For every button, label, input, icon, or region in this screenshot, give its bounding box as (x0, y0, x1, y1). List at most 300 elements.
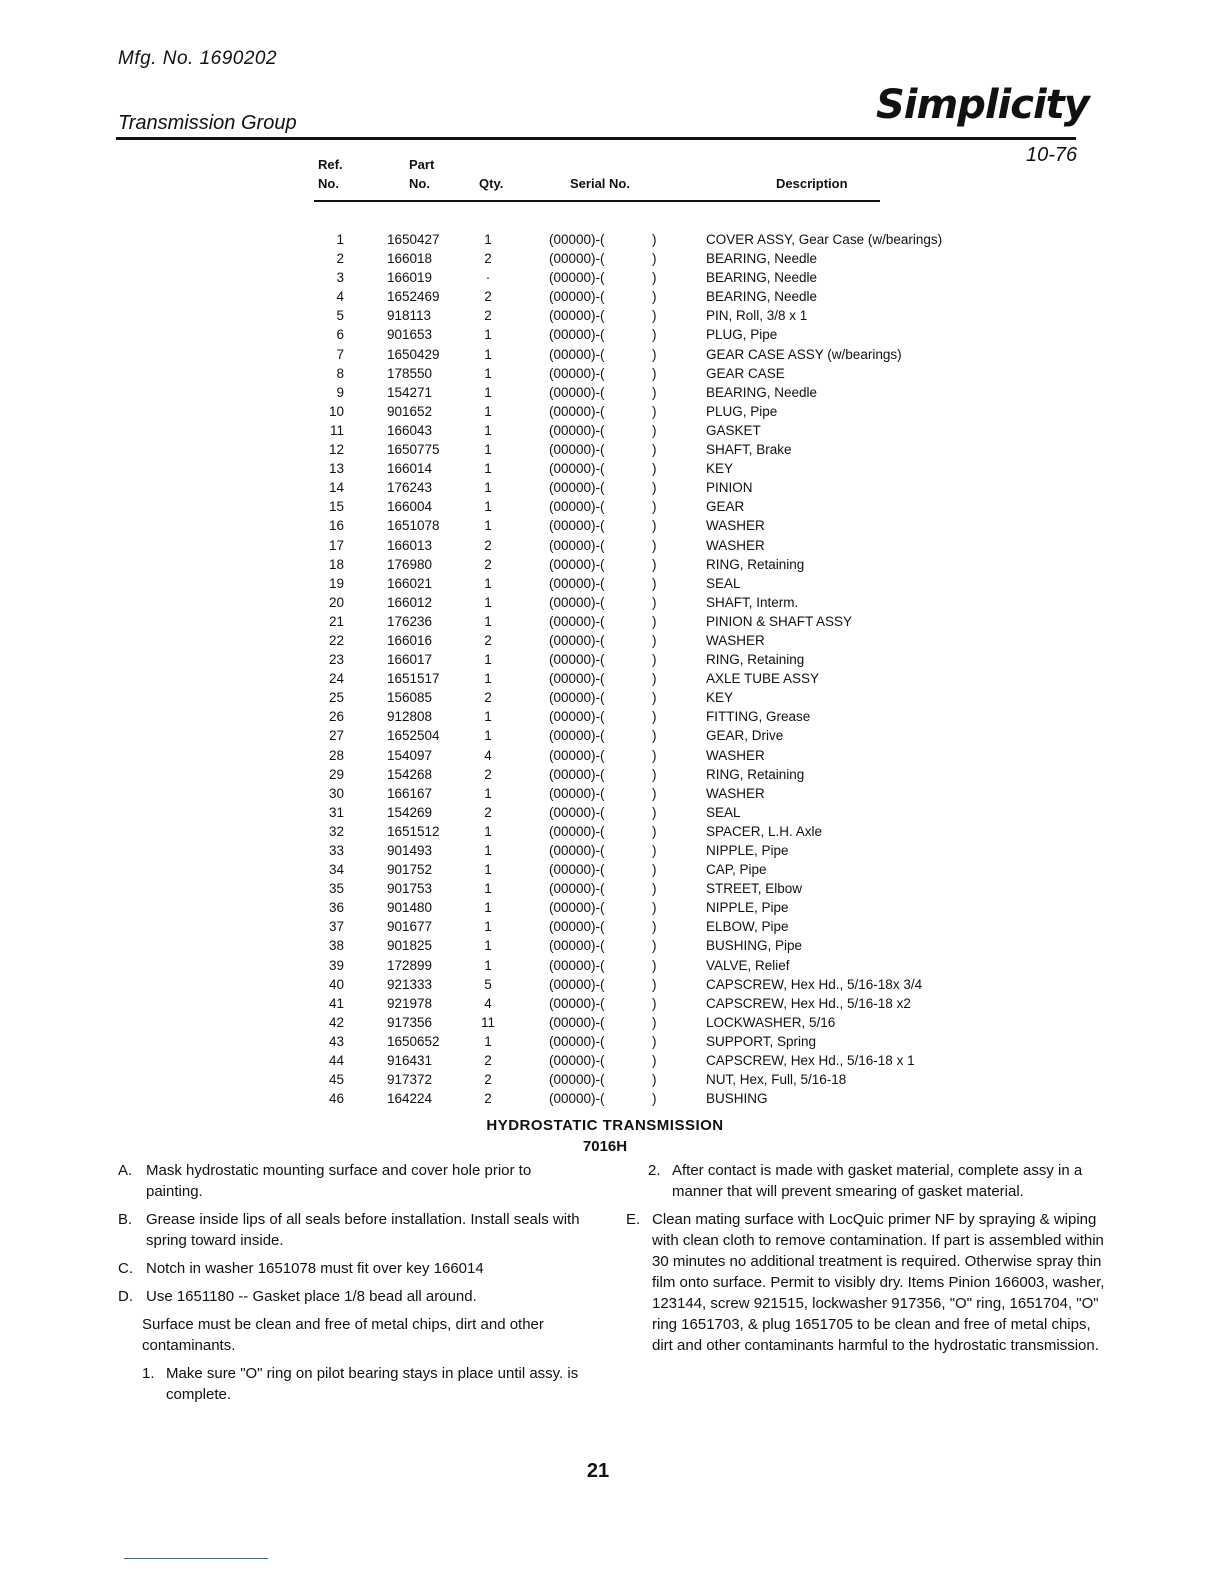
table-row (0, 631, 1224, 650)
cell-serial-no: (00000)-( (549, 728, 605, 744)
cell-description: RING, Retaining (706, 556, 805, 572)
note (118, 1314, 588, 1356)
table-row (0, 593, 1224, 612)
cell-serial-bracket: ) (652, 976, 657, 992)
cell-description: NIPPLE, Pipe (706, 900, 789, 916)
cell-serial-bracket: ) (652, 442, 657, 458)
cell-serial-bracket: ) (652, 938, 657, 954)
note (626, 1209, 1114, 1356)
cell-part-no: 1650427 (387, 232, 440, 247)
cell-serial-no: (00000)-( (549, 499, 605, 515)
cell-description: WASHER (706, 747, 765, 763)
cell-serial-no: (00000)-( (549, 671, 605, 687)
note-text: Use 1651180 -- Gasket place 1/8 bead all around. (146, 1288, 477, 1305)
cell-qty: 1 (484, 957, 492, 973)
cell-qty: 1 (484, 327, 492, 343)
cell-qty: 1 (484, 403, 492, 419)
cell-part-no: 166004 (387, 499, 433, 515)
cell-qty: 1 (484, 499, 492, 515)
cell-description: CAPSCREW, Hex Hd., 5/16-18 x 1 (706, 1053, 915, 1069)
cell-description: WASHER (706, 632, 765, 648)
cell-part-no: 166021 (387, 575, 433, 591)
cell-ref-no: 14 (328, 480, 344, 496)
table-row (0, 650, 1224, 669)
cell-ref-no: 28 (328, 747, 344, 763)
cell-ref-no: 46 (328, 1091, 344, 1107)
cell-qty: 1 (484, 480, 492, 496)
cell-ref-no: 11 (329, 422, 344, 438)
cell-serial-bracket: ) (652, 823, 657, 839)
cell-description: PLUG, Pipe (706, 327, 778, 343)
cell-description: BEARING, Needle (706, 384, 818, 400)
cell-serial-no: (00000)-( (549, 480, 605, 496)
note (118, 1286, 588, 1307)
note-label: 2. (648, 1162, 661, 1179)
cell-description: PLUG, Pipe (706, 403, 778, 419)
cell-serial-bracket: ) (652, 804, 657, 820)
footer-rule (124, 1558, 268, 1559)
cell-part-no: 166016 (387, 632, 433, 648)
cell-part-no: 172899 (387, 957, 433, 973)
cell-serial-no: (00000)-( (549, 365, 605, 381)
cell-serial-no: (00000)-( (549, 537, 605, 553)
cell-serial-bracket: ) (652, 480, 657, 496)
cell-serial-no: (00000)-( (549, 995, 605, 1011)
table-row (0, 536, 1224, 555)
table-row (0, 1051, 1224, 1070)
note (118, 1363, 588, 1405)
cell-description: BUSHING (706, 1091, 768, 1107)
col-header-ref: Ref. (318, 157, 343, 172)
cell-serial-no: (00000)-( (549, 422, 605, 438)
cell-description: WASHER (706, 518, 765, 534)
table-row (0, 306, 1224, 325)
note-label: A. (118, 1162, 133, 1179)
cell-qty: 2 (484, 804, 492, 820)
cell-ref-no: 45 (328, 1072, 344, 1088)
cell-serial-bracket: ) (652, 289, 657, 305)
cell-serial-no: (00000)-( (549, 862, 605, 878)
cell-serial-no: (00000)-( (549, 1033, 605, 1049)
cell-ref-no: 29 (328, 766, 344, 782)
cell-qty: 1 (484, 613, 492, 629)
note-text: Surface must be clean and free of metal chips, dirt and other contaminants. (142, 1316, 544, 1354)
cell-serial-bracket: ) (652, 556, 657, 572)
cell-serial-bracket: ) (652, 1072, 657, 1088)
cell-serial-bracket: ) (652, 862, 657, 878)
cell-description: KEY (706, 461, 734, 477)
cell-part-no: 916431 (387, 1053, 433, 1069)
cell-part-no: 166017 (387, 652, 433, 668)
cell-ref-no: 5 (336, 308, 344, 324)
cell-description: SHAFT, Brake (706, 442, 792, 458)
cell-serial-bracket: ) (652, 327, 657, 343)
cell-serial-bracket: ) (652, 1014, 657, 1030)
cell-description: WASHER (706, 785, 765, 801)
cell-description: SHAFT, Interm. (706, 594, 799, 610)
cell-serial-no: (00000)-( (549, 690, 605, 706)
cell-part-no: 918113 (387, 308, 432, 324)
cell-qty: 2 (484, 308, 492, 324)
cell-part-no: 1652504 (387, 728, 440, 744)
note-text: Make sure "O" ring on pilot bearing stays in place until assy. is complete. (166, 1365, 579, 1403)
cell-part-no: 156085 (387, 690, 433, 706)
cell-part-no: 166012 (387, 594, 433, 610)
note-text: Notch in washer 1651078 must fit over key 166014 (146, 1260, 484, 1277)
section-title: HYDROSTATIC TRANSMISSION (486, 1117, 724, 1134)
table-row (0, 688, 1224, 707)
cell-serial-no: (00000)-( (549, 442, 605, 458)
cell-ref-no: 39 (328, 957, 344, 973)
table-row (0, 268, 1224, 287)
cell-ref-no: 43 (328, 1033, 344, 1049)
cell-part-no: 921978 (387, 995, 433, 1011)
cell-serial-no: (00000)-( (549, 804, 605, 820)
col-header-description: Description (776, 176, 848, 191)
table-row (0, 612, 1224, 631)
table-row (0, 726, 1224, 745)
cell-serial-bracket: ) (652, 995, 657, 1011)
col-header-ref-no: No. (318, 176, 339, 191)
cell-serial-bracket: ) (652, 537, 657, 553)
cell-description: CAPSCREW, Hex Hd., 5/16-18 x2 (706, 995, 911, 1011)
cell-serial-bracket: ) (652, 575, 657, 591)
section-model: 7016H (582, 1138, 628, 1155)
cell-part-no: 154097 (387, 747, 433, 763)
cell-qty: 1 (484, 365, 492, 381)
cell-serial-no: (00000)-( (549, 823, 605, 839)
note (118, 1160, 588, 1202)
table-row (0, 975, 1224, 994)
cell-serial-bracket: ) (652, 403, 657, 419)
cell-qty: 2 (484, 537, 492, 553)
cell-serial-bracket: ) (652, 652, 657, 668)
cell-qty: 2 (484, 289, 492, 305)
table-row (0, 860, 1224, 879)
cell-part-no: 166019 (387, 270, 433, 286)
cell-serial-bracket: ) (652, 461, 657, 477)
table-row (0, 746, 1224, 765)
table-row (0, 249, 1224, 268)
cell-description: BUSHING, Pipe (706, 938, 803, 954)
cell-ref-no: 15 (328, 499, 344, 515)
cell-part-no: 154269 (387, 804, 433, 820)
note-label: B. (118, 1211, 133, 1228)
note-text: Clean mating surface with LocQuic primer NF by spraying & wiping with clean cloth to remove contamination. If part is assembled within 30 minutes no additional treatment is required. Otherwise spray thin film onto surface. Permit to visibly dry. Items Pinion 166003, washer, 123144, screw 921515, lockwasher 917356, "O" ring, 1651704, "O" ring 1651703, & plug 1651705 to be clean and free of metal chips, dirt and other contaminants harmful to the hydrostatic transmission. (652, 1211, 1105, 1354)
note (118, 1209, 588, 1251)
cell-qty: 1 (484, 594, 492, 610)
cell-qty: 2 (484, 690, 492, 706)
cell-ref-no: 24 (328, 671, 344, 687)
table-row (0, 765, 1224, 784)
cell-part-no: 901493 (387, 843, 433, 858)
page-number: 21 (586, 1460, 610, 1482)
cell-description: RING, Retaining (706, 652, 805, 668)
note-label: C. (118, 1260, 133, 1277)
cell-serial-bracket: ) (652, 384, 657, 400)
cell-part-no: 917356 (387, 1014, 433, 1030)
cell-part-no: 1651078 (387, 518, 440, 534)
cell-qty: 2 (484, 251, 492, 267)
cell-part-no: 921333 (387, 976, 433, 992)
table-row (0, 325, 1224, 344)
cell-serial-no: (00000)-( (549, 327, 605, 343)
cell-serial-no: (00000)-( (549, 900, 605, 916)
cell-qty: 4 (484, 995, 492, 1011)
cell-description: PINION & SHAFT ASSY (706, 613, 853, 629)
cell-description: AXLE TUBE ASSY (706, 671, 820, 687)
cell-ref-no: 1 (336, 232, 344, 247)
cell-serial-bracket: ) (652, 709, 657, 725)
cell-ref-no: 3 (336, 270, 344, 286)
cell-ref-no: 19 (328, 575, 344, 591)
cell-part-no: 166167 (387, 785, 433, 801)
cell-part-no: 901825 (387, 938, 433, 954)
note-label: E. (626, 1211, 641, 1228)
cell-qty: 2 (484, 1091, 492, 1107)
notes-left (118, 1160, 588, 1412)
cell-ref-no: 26 (328, 709, 344, 725)
cell-serial-no: (00000)-( (549, 1053, 605, 1069)
cell-serial-no: (00000)-( (549, 919, 605, 935)
cell-qty: 4 (484, 747, 492, 763)
note-text: After contact is made with gasket material, complete assy in a manner that will prevent smearing of gasket material. (672, 1162, 1083, 1200)
note-label: 1. (142, 1365, 155, 1382)
cell-serial-bracket: ) (652, 728, 657, 744)
cell-serial-no: (00000)-( (549, 594, 605, 610)
cell-part-no: 912808 (387, 709, 433, 725)
table-row (0, 402, 1224, 421)
cell-serial-bracket: ) (652, 1033, 657, 1049)
cell-part-no: 1651517 (387, 671, 440, 687)
table-row (0, 1032, 1224, 1051)
cell-qty: 1 (484, 938, 492, 954)
table-row (0, 784, 1224, 803)
table-row (0, 1070, 1224, 1089)
cell-qty: 1 (484, 384, 492, 400)
cell-description: KEY (706, 690, 734, 706)
cell-description: BEARING, Needle (706, 251, 818, 267)
cell-qty: 1 (484, 652, 492, 668)
table-row (0, 230, 1224, 249)
table-row (0, 1089, 1224, 1108)
cell-serial-bracket: ) (652, 671, 657, 687)
cell-part-no: 1650775 (387, 442, 440, 458)
note (118, 1258, 588, 1279)
cell-description: GEAR CASE (706, 365, 785, 381)
cell-qty: 1 (484, 862, 492, 878)
cell-qty: 1 (484, 575, 492, 591)
cell-description: VALVE, Relief (706, 957, 790, 973)
cell-serial-bracket: ) (652, 747, 657, 763)
cell-ref-no: 16 (328, 518, 344, 534)
cell-part-no: 901753 (387, 881, 433, 897)
cell-ref-no: 9 (336, 384, 344, 400)
table-row (0, 841, 1224, 860)
cell-serial-no: (00000)-( (549, 1072, 605, 1088)
cell-serial-bracket: ) (652, 499, 657, 515)
table-row (0, 669, 1224, 688)
cell-description: CAP, Pipe (706, 862, 767, 878)
cell-serial-bracket: ) (652, 365, 657, 381)
cell-part-no: 166014 (387, 461, 433, 477)
cell-description: BEARING, Needle (706, 270, 818, 286)
cell-serial-bracket: ) (652, 957, 657, 973)
cell-description: FITTING, Grease (706, 709, 811, 725)
cell-serial-no: (00000)-( (549, 575, 605, 591)
cell-serial-no: (00000)-( (549, 843, 605, 858)
cell-ref-no: 2 (336, 251, 344, 267)
parts-table (0, 230, 1224, 1108)
cell-qty: 1 (484, 785, 492, 801)
cell-serial-bracket: ) (652, 422, 657, 438)
cell-description: SEAL (706, 804, 741, 820)
table-row (0, 516, 1224, 535)
table-row (0, 364, 1224, 383)
notes-right (626, 1160, 1114, 1363)
col-header-qty: Qty. (479, 176, 504, 191)
table-row (0, 917, 1224, 936)
cell-qty: 2 (484, 1072, 492, 1088)
cell-serial-bracket: ) (652, 785, 657, 801)
cell-qty: 1 (484, 728, 492, 744)
table-row (0, 345, 1224, 364)
note-text: Grease inside lips of all seals before installation. Install seals with spring toward inside. (146, 1211, 580, 1249)
cell-description: GASKET (706, 422, 761, 438)
table-row (0, 956, 1224, 975)
cell-description: WASHER (706, 537, 765, 553)
cell-ref-no: 37 (328, 919, 344, 935)
cell-part-no: 166043 (387, 422, 433, 438)
cell-serial-no: (00000)-( (549, 613, 605, 629)
cell-serial-bracket: ) (652, 308, 657, 324)
cell-serial-no: (00000)-( (549, 518, 605, 534)
cell-description: BEARING, Needle (706, 289, 818, 305)
cell-ref-no: 40 (328, 976, 344, 992)
cell-ref-no: 41 (328, 995, 344, 1011)
cell-part-no: 178550 (387, 365, 433, 381)
cell-description: GEAR, Drive (706, 728, 784, 744)
cell-serial-no: (00000)-( (549, 632, 605, 648)
cell-serial-no: (00000)-( (549, 957, 605, 973)
cell-part-no: 1650652 (387, 1033, 440, 1049)
cell-part-no: 901652 (387, 403, 433, 419)
cell-qty: 1 (484, 843, 492, 858)
header-rule (116, 137, 1076, 140)
group-title: Transmission Group (118, 112, 297, 134)
table-row (0, 707, 1224, 726)
cell-ref-no: 30 (328, 785, 344, 801)
cell-part-no: 176980 (387, 556, 433, 572)
cell-qty: 1 (484, 823, 492, 839)
cell-qty: 2 (484, 1053, 492, 1069)
col-header-part: Part (409, 157, 435, 172)
table-row (0, 440, 1224, 459)
cell-qty: 1 (484, 346, 492, 362)
table-row (0, 478, 1224, 497)
cell-qty: · (485, 270, 491, 286)
cell-serial-bracket: ) (652, 232, 657, 247)
cell-serial-no: (00000)-( (549, 270, 605, 286)
table-row (0, 383, 1224, 402)
cell-serial-bracket: ) (652, 900, 657, 916)
cell-part-no: 901480 (387, 900, 433, 916)
cell-qty: 1 (484, 919, 492, 935)
cell-ref-no: 42 (328, 1014, 344, 1030)
cell-ref-no: 34 (328, 862, 344, 878)
cell-serial-no: (00000)-( (549, 652, 605, 668)
cell-serial-no: (00000)-( (549, 766, 605, 782)
cell-serial-bracket: ) (652, 919, 657, 935)
cell-ref-no: 31 (328, 804, 344, 820)
revision-date: 10-76 (1026, 144, 1078, 166)
cell-qty: 2 (484, 766, 492, 782)
cell-ref-no: 25 (328, 690, 344, 706)
cell-serial-bracket: ) (652, 1053, 657, 1069)
cell-description: SUPPORT, Spring (706, 1033, 817, 1049)
cell-qty: 2 (484, 556, 492, 572)
cell-description: GEAR (706, 499, 745, 515)
cell-serial-no: (00000)-( (549, 785, 605, 801)
cell-serial-no: (00000)-( (549, 289, 605, 305)
cell-serial-bracket: ) (652, 766, 657, 782)
cell-description: SEAL (706, 575, 741, 591)
cell-serial-bracket: ) (652, 1091, 657, 1107)
note (626, 1160, 1114, 1202)
cell-description: GEAR CASE ASSY (w/bearings) (706, 346, 902, 362)
table-row (0, 287, 1224, 306)
cell-qty: 1 (484, 461, 492, 477)
table-row (0, 497, 1224, 516)
cell-ref-no: 38 (328, 938, 344, 954)
cell-ref-no: 17 (328, 537, 344, 553)
cell-serial-no: (00000)-( (549, 308, 605, 324)
cell-qty: 1 (484, 518, 492, 534)
cell-part-no: 176236 (387, 613, 433, 629)
cell-ref-no: 23 (328, 652, 344, 668)
cell-part-no: 166018 (387, 251, 433, 267)
cell-part-no: 166013 (387, 537, 433, 553)
cell-serial-no: (00000)-( (549, 1091, 605, 1107)
cell-serial-no: (00000)-( (549, 461, 605, 477)
cell-serial-no: (00000)-( (549, 881, 605, 897)
cell-serial-no: (00000)-( (549, 976, 605, 992)
cell-serial-bracket: ) (652, 632, 657, 648)
cell-serial-bracket: ) (652, 843, 657, 858)
cell-part-no: 154268 (387, 766, 433, 782)
cell-serial-no: (00000)-( (549, 709, 605, 725)
cell-ref-no: 7 (336, 346, 344, 362)
cell-qty: 1 (484, 1033, 492, 1049)
table-row (0, 803, 1224, 822)
cell-serial-bracket: ) (652, 270, 657, 286)
cell-ref-no: 6 (336, 327, 344, 343)
mfg-number: Mfg. No. 1690202 (118, 48, 278, 69)
cell-serial-no: (00000)-( (549, 747, 605, 763)
cell-description: SPACER, L.H. Axle (706, 823, 823, 839)
cell-serial-no: (00000)-( (549, 384, 605, 400)
cell-description: NUT, Hex, Full, 5/16-18 (706, 1072, 847, 1088)
cell-serial-no: (00000)-( (549, 346, 605, 362)
table-row (0, 421, 1224, 440)
table-header-rule (314, 200, 880, 202)
cell-serial-no: (00000)-( (549, 403, 605, 419)
cell-qty: 1 (484, 671, 492, 687)
cell-serial-bracket: ) (652, 881, 657, 897)
cell-description: ELBOW, Pipe (706, 919, 789, 935)
cell-description: STREET, Elbow (706, 881, 803, 897)
cell-part-no: 901752 (387, 862, 433, 878)
